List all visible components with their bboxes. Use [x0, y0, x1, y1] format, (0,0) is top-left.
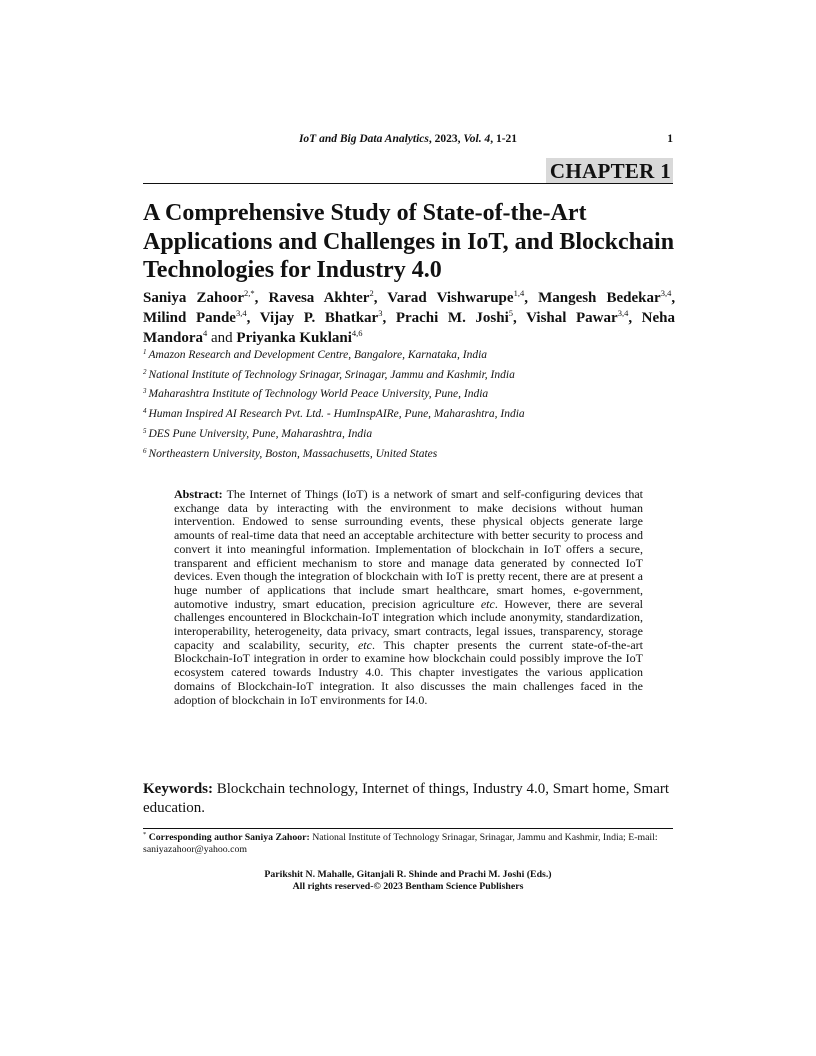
author: Varad Vishwarupe$^{1,4}$,: [387, 288, 539, 306]
keywords: Keywords: Blockchain technology, Internet of things, Industry 4.0, Smart home, Smart education.: [143, 781, 670, 816]
abstract: Abstract: The Internet of Things (IoT) is a network of smart and self-configuring devices that exchange data by interacting with the environment to make decisions without human intervention. Endowed to sense surrounding events, these physical objects generate large amounts of real-time data that need an acceptable architecture with better security to process and convert it into meaningful information. Implementation of blockchain in IoT offers a secure, transparent and efficient mechanism to store and manage data generated by connected IoT devices. Even though the integration of blockchain with IoT is pretty recent, there are at present a huge number of applications that include smart healthcare, smart homes, e-government, automotive industry, smart education, precision agriculture etc. However, there are several challenges encountered in Blockchain-IoT integration which include anonymity, standardization, interoperability, heterogeneity, data privacy, smart contracts, legal issues, transparency, storage capacity and scalability, security, etc. This chapter presents the current state-of-the-art Blockchain-IoT integration in order to examine how blockchain could possibly improve the IoT ecosystem catered towards Industry 4.0. This chapter investigates the various application domains of Blockchain-IoT integration. It also discusses the main challenges faced in the adoption of blockchain in IoT environments for I4.0.: [174, 487, 643, 707]
editors: Parikshit N. Mahalle, Gitanjali R. Shinde and Prachi M. Joshi (Eds.): [264, 869, 552, 880]
chapter-title: A Comprehensive Study of State-of-the-Art Applications and Challenges in IoT, and Blockchain Technologies for Industry 4.0: [143, 200, 675, 283]
page-number: 1: [667, 133, 673, 145]
abstract-label: Abstract:: [174, 487, 223, 501]
footnote-divider: [143, 828, 673, 829]
author: Priyanka Kuklani$^{4,6}$: [236, 328, 363, 346]
running-header: [143, 133, 673, 145]
affiliation: $^4$ Human Inspired AI Research Pvt. Ltd. - HumInspAIRe, Pune, Maharashtra, India: [143, 407, 525, 421]
affiliation: $^5$ DES Pune University, Pune, Maharashtra, India: [143, 426, 373, 440]
publisher-info: [143, 869, 673, 893]
author: Vijay P. Bhatkar$^3$,: [259, 308, 396, 326]
chapter-divider: [143, 183, 673, 184]
affiliation-list: [143, 346, 675, 464]
author: Mangesh Bedekar$^{3,4}$,: [538, 288, 676, 306]
keywords-label: Keywords:: [143, 781, 213, 797]
affiliation: $^1$ Amazon Research and Development Centre, Bangalore, Karnataka, India: [143, 348, 488, 361]
journal-title: IoT and Big Data Analytics, 2023, Vol. 4, 1-21: [298, 133, 518, 145]
affiliation: $^3$ Maharashtra Institute of Technology World Peace University, Pune, India: [143, 387, 489, 401]
chapter-label: CHAPTER 1: [546, 158, 673, 183]
copyright: All rights reserved-© 2023 Bentham Science Publishers: [292, 881, 524, 893]
author-list: [143, 288, 675, 348]
affiliation: $^2$ National Institute of Technology Srinagar, Srinagar, Jammu and Kashmir, India: [143, 367, 515, 381]
author: Milind Pande$^{3,4}$,: [143, 308, 260, 326]
author: Prachi M. Joshi$^5$,: [395, 308, 527, 326]
author: Ravesa Akhter$^2$,: [268, 288, 388, 306]
author: Vishal Pawar$^{3,4}$,: [526, 308, 642, 326]
corresponding-author-footnote: * Corresponding author Saniya Zahoor: National Institute of Technology Srinagar, Srinagar, Jammu and Kashmir, India; E-mail: saniyazahoor@yahoo.com: [143, 831, 658, 856]
author: Neha Mandora$^4$ and: [143, 310, 676, 346]
author: Saniya Zahoor$^{2,*}$,: [143, 288, 269, 306]
affiliation: $^6$ Northeastern University, Boston, Massachusetts, United States: [143, 446, 438, 460]
